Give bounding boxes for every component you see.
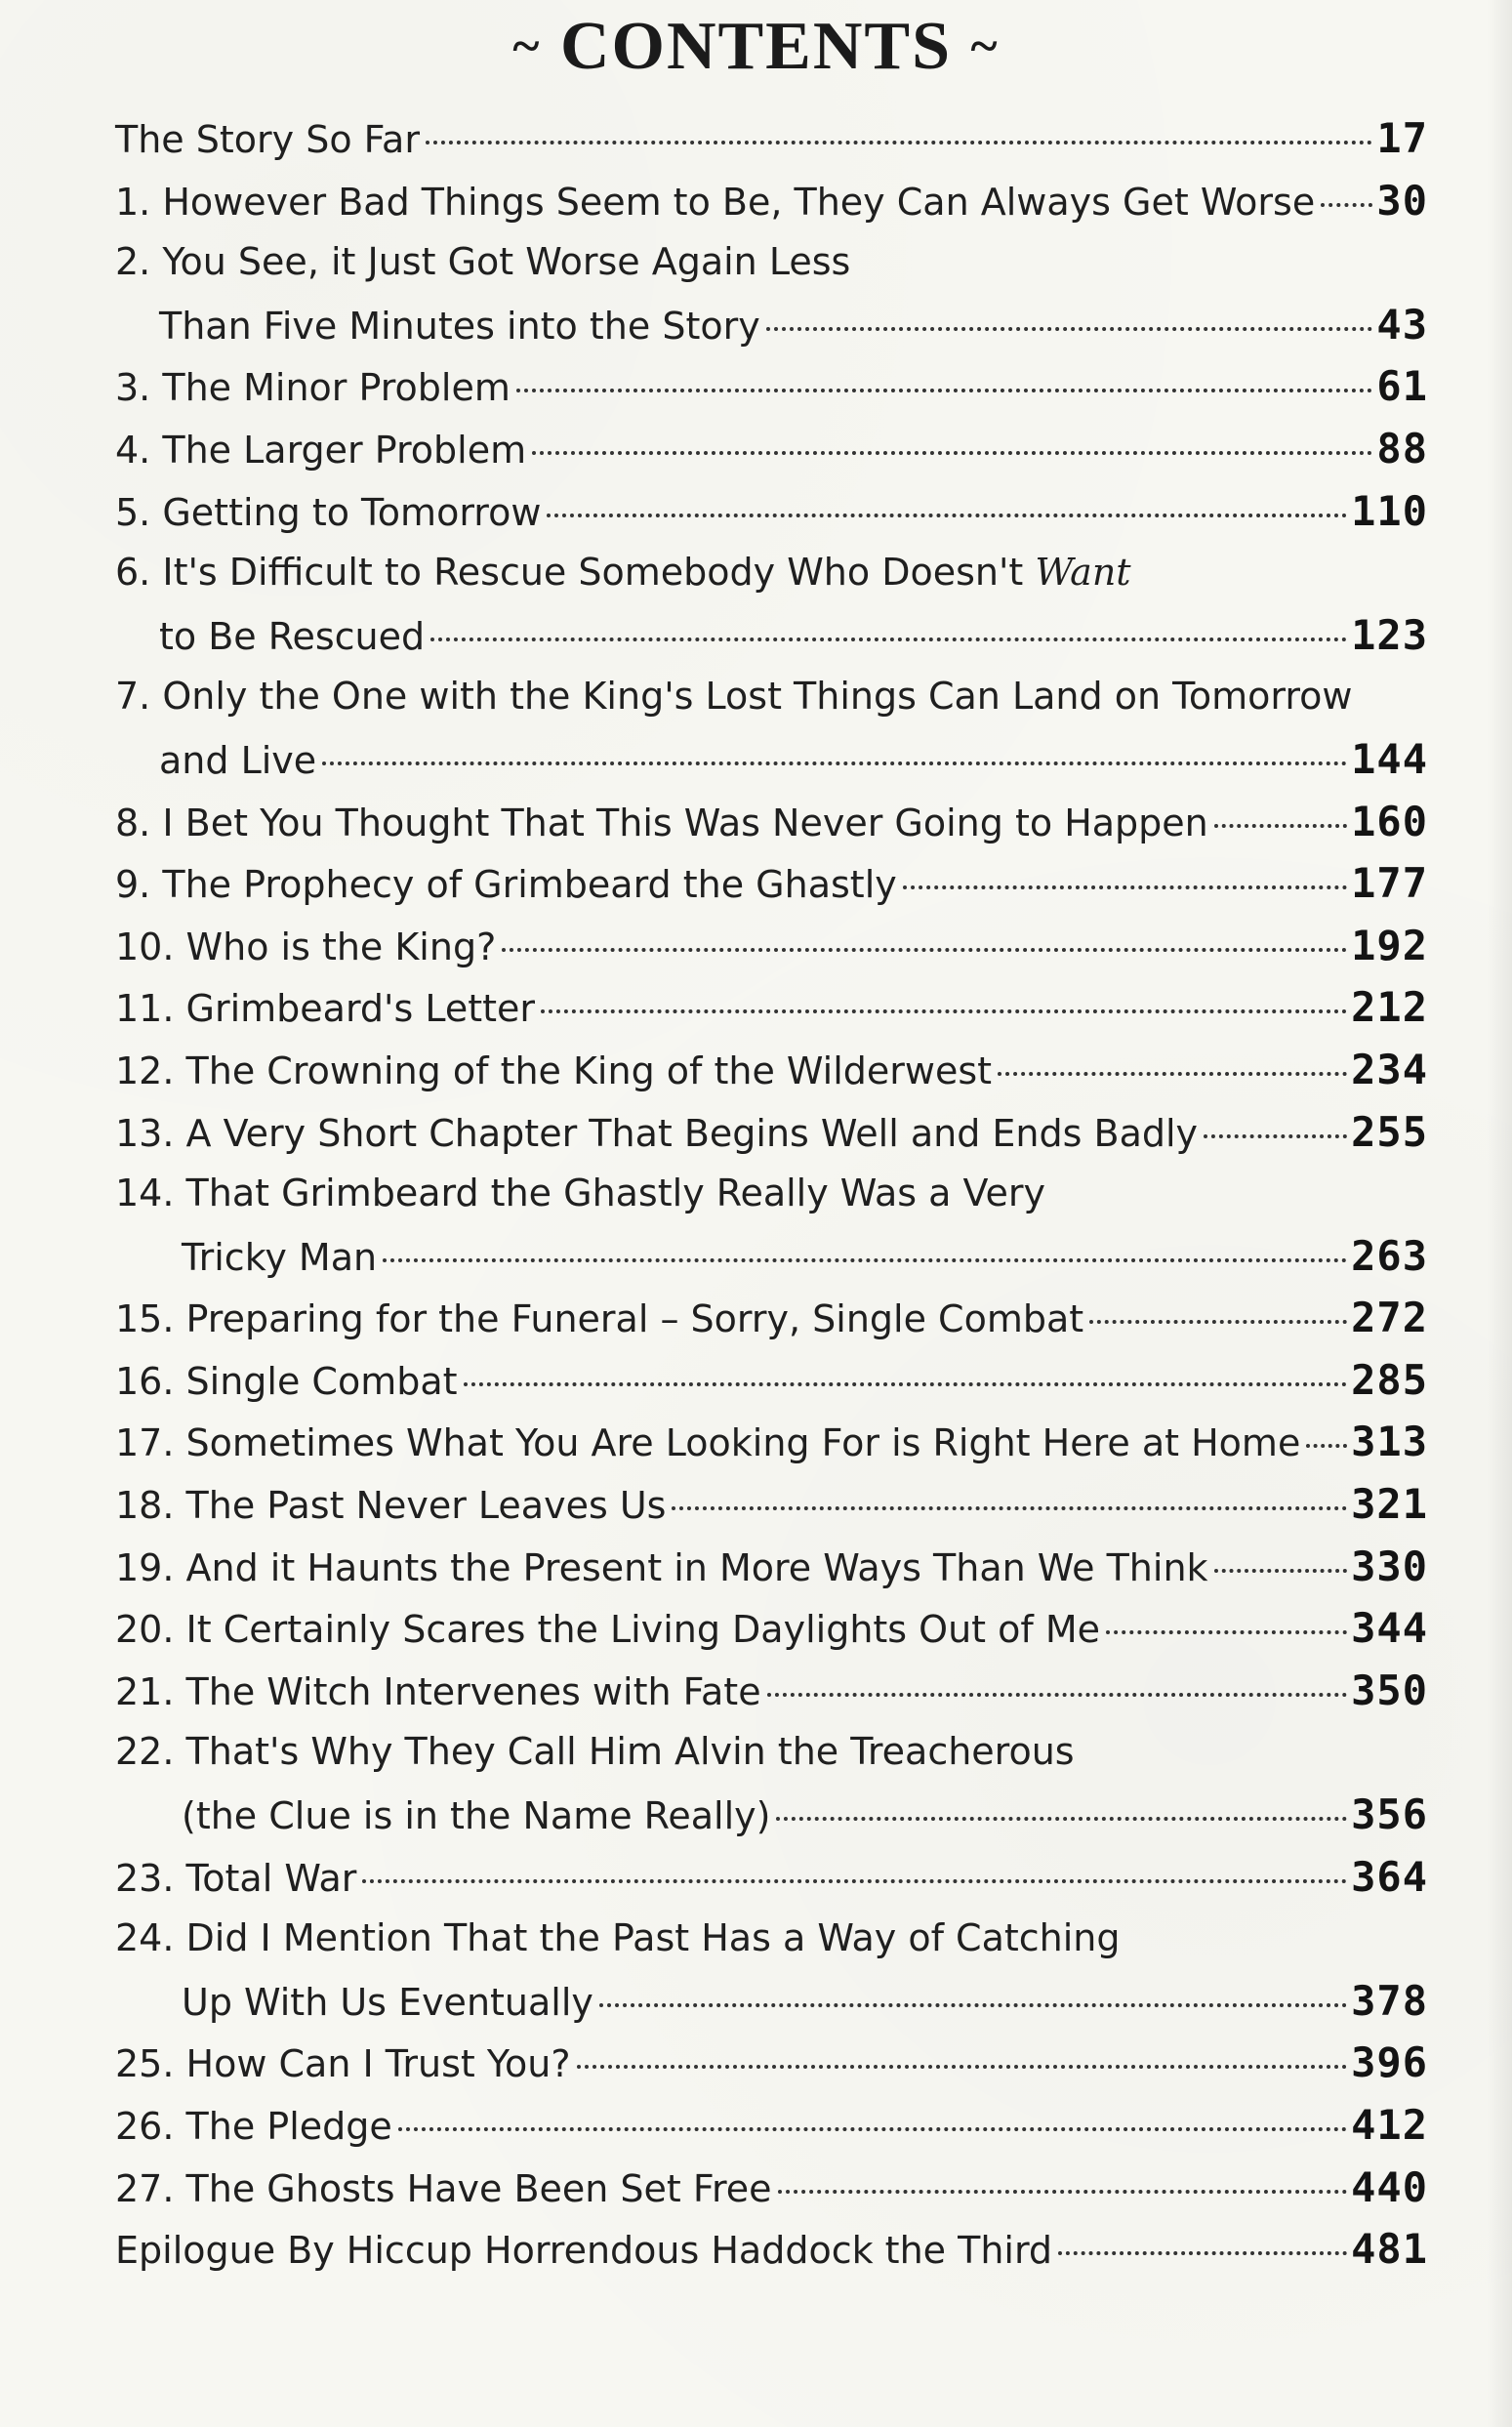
chapter-number-spacer (174, 1721, 185, 1784)
dot-leader (998, 1072, 1347, 1076)
chapter-number-spacer (174, 978, 185, 1041)
chapter-title-text: and Live (159, 738, 317, 782)
chapter-title (162, 482, 541, 545)
chapter-number-spacer (174, 1351, 185, 1414)
chapter-title-text: How Can I Trust You? (185, 2042, 571, 2086)
chapter-number: 2. (115, 240, 151, 284)
toc-entry-line (115, 1970, 1428, 2033)
dot-leader (577, 2065, 1348, 2069)
chapter-title-text: Tricky Man (182, 1235, 378, 1279)
chapter-title (186, 1475, 667, 1538)
chapter-number-spacer (174, 1848, 185, 1911)
chapter-title (162, 420, 526, 482)
page-number: 412 (1351, 2101, 1428, 2149)
title-tilde-left: ~ (512, 19, 542, 74)
toc-entry-line (115, 107, 1428, 170)
chapter-number-spacer (174, 1538, 185, 1600)
page-number: 43 (1376, 300, 1428, 349)
chapter-number-spacer (174, 1041, 185, 1103)
chapter-title-text: Preparing for the Funeral – Sorry, Single Combat (185, 1297, 1084, 1341)
chapter-title (162, 172, 1315, 234)
page-number: 378 (1351, 1976, 1428, 2025)
page-number: 356 (1351, 1790, 1428, 1839)
dot-leader (383, 1258, 1347, 1262)
dot-leader (903, 885, 1347, 889)
page-number: 344 (1351, 1604, 1428, 1653)
page-number: 160 (1351, 797, 1428, 845)
chapter-number-spacer (174, 2034, 185, 2096)
chapter-number-spacer (174, 1103, 185, 1166)
chapter-title (159, 296, 760, 358)
page-number: 255 (1351, 1107, 1428, 1156)
chapter-title (162, 542, 1130, 604)
page-number: 123 (1351, 610, 1428, 659)
chapter-number: 14. (115, 1172, 175, 1215)
chapter-title (186, 1413, 1301, 1475)
chapter-title-text: The Minor Problem (162, 366, 511, 410)
chapter-title (186, 2034, 571, 2096)
toc-entry-line (115, 1473, 1428, 1536)
toc-entry-line (115, 1660, 1428, 1722)
dot-leader (547, 514, 1347, 517)
page-number: 364 (1351, 1852, 1428, 1901)
chapter-number: 18. (115, 1484, 175, 1528)
chapter-title (186, 1538, 1208, 1600)
page-edge-shadow (1487, 0, 1512, 2427)
title-text: CONTENTS (559, 9, 953, 84)
chapter-number-spacer (150, 542, 162, 604)
page-number: 30 (1376, 176, 1428, 225)
chapter-title (115, 109, 420, 172)
chapter-number: 3. (115, 366, 151, 410)
toc-entry-line (115, 666, 1428, 728)
dot-leader (541, 1009, 1347, 1013)
dot-leader (1306, 1444, 1347, 1448)
dot-leader (322, 761, 1347, 765)
chapter-title (186, 1599, 1101, 1662)
title-tilde-right: ~ (970, 19, 1000, 74)
toc-entry-line (115, 1597, 1428, 1660)
chapter-number-spacer (150, 793, 162, 855)
chapter-number: 6. (115, 551, 151, 595)
toc-entry-line (115, 728, 1428, 791)
dot-leader (516, 389, 1373, 392)
toc-entry-line (115, 2094, 1428, 2157)
chapter-title (186, 1289, 1084, 1351)
chapter-number-spacer (150, 357, 162, 420)
chapter-title (186, 978, 536, 1041)
toc-entry-line (115, 1225, 1428, 1288)
page-number: 330 (1351, 1542, 1428, 1590)
chapter-number: 17. (115, 1421, 175, 1465)
page-number: 396 (1351, 2038, 1428, 2087)
toc-entry-line (115, 480, 1428, 543)
chapter-number-spacer (174, 1662, 185, 1724)
toc-entry-line (115, 1163, 1428, 1225)
page-title (0, 8, 1512, 86)
chapter-title-text: The Story So Far (115, 118, 420, 161)
chapter-number: 16. (115, 1359, 175, 1403)
chapter-title-text: I Bet You Thought That This Was Never Going to Happen (162, 801, 1208, 844)
chapter-title (186, 2159, 772, 2221)
chapter-number-spacer (174, 1289, 185, 1351)
chapter-title-text: Single Combat (185, 1359, 458, 1403)
dot-leader (1089, 1320, 1347, 1324)
chapter-number: 21. (115, 1669, 175, 1713)
chapter-title-text: Epilogue By Hiccup Horrendous Haddock the Third (115, 2229, 1053, 2273)
toc-entry-line (115, 2032, 1428, 2094)
chapter-title-text: Sometimes What You Are Looking For is Right Here at Home (185, 1421, 1301, 1465)
chapter-title (162, 231, 850, 294)
toc-entry-line (115, 170, 1428, 232)
dot-leader (464, 1382, 1348, 1386)
chapter-number: 20. (115, 1608, 175, 1652)
page-number: 61 (1376, 362, 1428, 411)
chapter-number: 12. (115, 1049, 175, 1092)
page-number: 17 (1376, 114, 1428, 162)
chapter-title-text: It's Difficult to Rescue Somebody Who Doesn't (162, 551, 1024, 595)
toc-entry-line (115, 1536, 1428, 1598)
chapter-title (162, 357, 511, 420)
chapter-number: 1. (115, 180, 151, 224)
chapter-number-spacer (174, 1413, 185, 1475)
chapter-title-text: The Pledge (185, 2105, 392, 2148)
toc-entry-line (115, 791, 1428, 853)
page-number: 177 (1351, 859, 1428, 908)
chapter-number: 25. (115, 2042, 175, 2086)
page-number: 321 (1351, 1480, 1428, 1529)
italic-word-spacer (1023, 551, 1035, 594)
chapter-title-text: Getting to Tomorrow (162, 490, 542, 534)
dot-leader (398, 2127, 1347, 2131)
chapter-title (186, 1908, 1121, 1970)
chapter-number-spacer (174, 1163, 185, 1225)
page-number: 110 (1351, 486, 1428, 535)
page-number: 144 (1351, 734, 1428, 783)
chapter-number-spacer (174, 2159, 185, 2221)
dot-leader (426, 141, 1372, 144)
chapter-title-text: It Certainly Scares the Living Daylights Out of Me (185, 1608, 1101, 1652)
toc-entry-line (115, 1101, 1428, 1164)
chapter-number-spacer (150, 666, 162, 728)
chapter-number: 15. (115, 1297, 175, 1341)
chapter-number-spacer (174, 2096, 185, 2159)
chapter-title-text: Up With Us Eventually (182, 1980, 593, 2024)
toc-entry-line (115, 915, 1428, 977)
chapter-number: 4. (115, 428, 151, 472)
chapter-title (162, 793, 1207, 855)
chapter-title (182, 1786, 770, 1848)
chapter-title-text: However Bad Things Seem to Be, They Can Always Get Worse (162, 180, 1316, 224)
chapter-title (186, 917, 497, 979)
dot-leader (1321, 203, 1372, 207)
dot-leader (672, 1506, 1347, 1510)
chapter-number: 19. (115, 1545, 175, 1589)
chapter-title (162, 854, 896, 917)
chapter-title (182, 1227, 377, 1290)
chapter-title (186, 1041, 993, 1103)
chapter-title (186, 1721, 1075, 1784)
chapter-title-text: That's Why They Call Him Alvin the Treacherous (185, 1730, 1075, 1774)
toc-entry-line (115, 231, 1428, 294)
dot-leader (1214, 824, 1347, 828)
dot-leader (502, 948, 1347, 952)
chapter-title-text: Grimbeard's Letter (185, 987, 536, 1031)
toc-entry-line (115, 542, 1428, 604)
chapter-title (186, 1848, 357, 1911)
page-number: 272 (1351, 1294, 1428, 1342)
dot-leader (767, 1693, 1348, 1697)
toc-entry-line (115, 1039, 1428, 1101)
chapter-number-spacer (174, 917, 185, 979)
toc-entry-line (115, 1721, 1428, 1784)
chapter-title-text: Only the One with the King's Lost Things Can Land on Tomorrow (162, 675, 1353, 719)
chapter-title (162, 666, 1352, 728)
chapter-number: 10. (115, 925, 175, 968)
chapter-title-text: (the Clue is in the Name Really) (182, 1794, 771, 1838)
chapter-title-text: The Past Never Leaves Us (185, 1484, 667, 1528)
chapter-number: 5. (115, 490, 151, 534)
page-number: 440 (1351, 2162, 1428, 2211)
dot-leader (776, 1817, 1347, 1821)
chapter-title (159, 730, 316, 793)
page-number: 234 (1351, 1045, 1428, 1093)
chapter-title-text: The Crowning of the King of the Wilderwest (185, 1049, 993, 1092)
toc-entry-line (115, 1846, 1428, 1909)
chapter-title-text: Who is the King? (185, 925, 497, 968)
chapter-number-spacer (150, 854, 162, 917)
chapter-title-text: You See, it Just Got Worse Again Less (162, 240, 851, 284)
toc-entry-line (115, 1411, 1428, 1473)
dot-leader (766, 327, 1373, 331)
chapter-title (186, 1662, 761, 1724)
chapter-number-spacer (150, 172, 162, 234)
chapter-title (186, 2096, 392, 2159)
chapter-number-spacer (150, 482, 162, 545)
toc-entry-line (115, 1784, 1428, 1846)
toc-entry-line (115, 355, 1428, 418)
dot-leader (532, 451, 1372, 455)
toc-entry-line (115, 294, 1428, 356)
page-number: 481 (1351, 2225, 1428, 2274)
chapter-number: 7. (115, 675, 151, 719)
chapter-number-spacer (150, 420, 162, 482)
page-number: 88 (1376, 424, 1428, 473)
toc-entry-line (115, 2157, 1428, 2219)
chapter-title-text: And it Haunts the Present in More Ways Than We Think (185, 1545, 1208, 1589)
chapter-number: 8. (115, 801, 151, 844)
page-number: 350 (1351, 1666, 1428, 1714)
toc-entry-line (115, 852, 1428, 915)
dot-leader (1058, 2251, 1347, 2255)
chapter-number-spacer (174, 1599, 185, 1662)
chapter-title (186, 1103, 1199, 1166)
page-number: 313 (1351, 1418, 1428, 1466)
chapter-number: 9. (115, 863, 151, 907)
chapter-title (115, 2220, 1052, 2283)
chapter-title (186, 1351, 458, 1414)
dot-leader (599, 2003, 1347, 2007)
chapter-title-text: The Witch Intervenes with Fate (185, 1669, 761, 1713)
chapter-title (159, 606, 425, 669)
chapter-number: 24. (115, 1916, 175, 1960)
table-of-contents (115, 107, 1428, 2281)
page-number: 192 (1351, 921, 1428, 969)
chapter-number-spacer (150, 231, 162, 294)
dot-leader (1106, 1630, 1347, 1634)
chapter-title-text: The Larger Problem (162, 428, 527, 472)
page-number: 263 (1351, 1231, 1428, 1280)
chapter-number: 11. (115, 987, 175, 1031)
toc-entry-line (115, 2218, 1428, 2281)
dot-leader (1204, 1134, 1347, 1138)
chapter-number-spacer (174, 1908, 185, 1970)
chapter-number: 13. (115, 1111, 175, 1155)
page-number: 285 (1351, 1355, 1428, 1404)
dot-leader (362, 1879, 1347, 1883)
toc-entry-line (115, 418, 1428, 480)
dot-leader (1214, 1569, 1348, 1573)
chapter-title (182, 1972, 593, 2035)
chapter-title-text: The Ghosts Have Been Set Free (185, 2166, 772, 2210)
chapter-title-text: Did I Mention That the Past Has a Way of Catching (185, 1916, 1121, 1960)
toc-entry-line (115, 1287, 1428, 1349)
toc-entry-line (115, 1349, 1428, 1412)
chapter-title-text: A Very Short Chapter That Begins Well and Ends Badly (185, 1111, 1199, 1155)
chapter-title-emphasis: Want (1035, 551, 1131, 595)
chapter-number: 26. (115, 2105, 175, 2148)
chapter-title (186, 1163, 1045, 1225)
chapter-title-text: Total War (185, 1856, 357, 1900)
chapter-number: 22. (115, 1730, 175, 1774)
chapter-title-text: The Prophecy of Grimbeard the Ghastly (162, 863, 897, 907)
chapter-number: 27. (115, 2166, 175, 2210)
chapter-number-spacer (174, 1475, 185, 1538)
toc-entry-line (115, 604, 1428, 667)
toc-entry-line (115, 1908, 1428, 1970)
page-number: 212 (1351, 983, 1428, 1032)
toc-entry-line (115, 976, 1428, 1039)
chapter-number: 23. (115, 1856, 175, 1900)
chapter-title-text: That Grimbeard the Ghastly Really Was a Very (185, 1172, 1046, 1215)
chapter-title-text: to Be Rescued (159, 614, 426, 658)
chapter-title-text: Than Five Minutes into the Story (159, 304, 760, 348)
dot-leader (430, 638, 1347, 641)
dot-leader (778, 2190, 1348, 2194)
